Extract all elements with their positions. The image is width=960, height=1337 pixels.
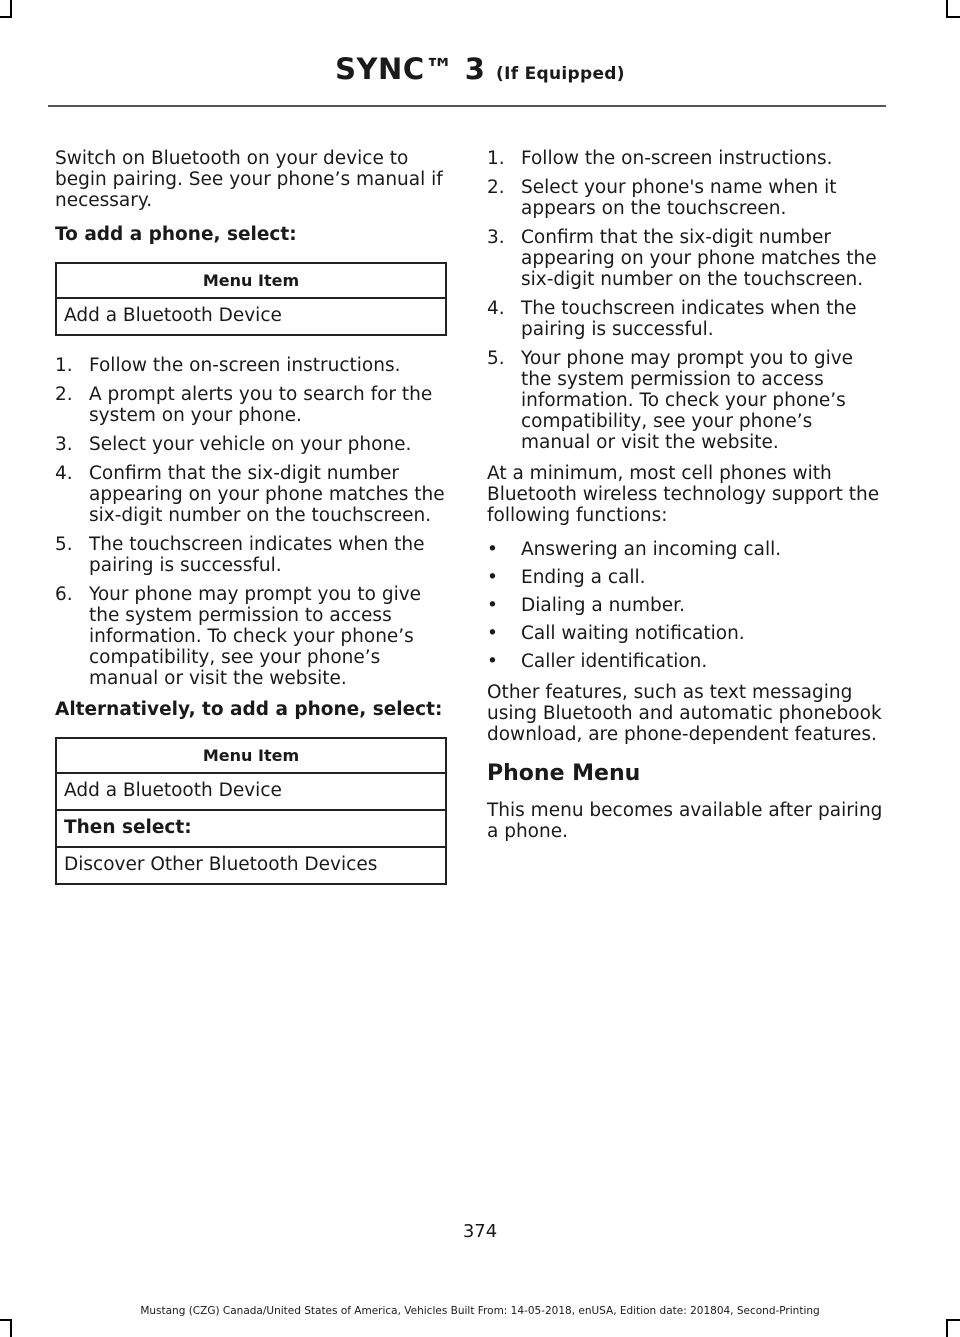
list-number: 6. [55, 584, 73, 605]
table-cell: Then select: [56, 810, 446, 847]
list-text: The touchscreen indicates when the pairing is successful. [89, 534, 425, 576]
list-text: Your phone may prompt you to give the system permission to access information. To check your phone’s compatibility, see your phone’s manual or visit the website. [89, 584, 422, 689]
crop-mark [946, 1319, 948, 1337]
list-item [487, 227, 883, 290]
list-text: Dialing a number. [521, 595, 685, 616]
list-text: Select your phone's name when it appears on the touchscreen. [521, 177, 837, 219]
bullet: • [487, 651, 498, 672]
list-item [487, 567, 883, 588]
list-number: 4. [55, 463, 73, 484]
list-text: The touchscreen indicates when the pairing is successful. [521, 298, 857, 340]
list-item [487, 595, 883, 616]
list-item [487, 298, 883, 340]
header-rule [48, 105, 886, 107]
bullet: • [487, 623, 498, 644]
list-number: 2. [55, 384, 73, 405]
bullet: • [487, 539, 498, 560]
list-item [55, 384, 447, 426]
crop-mark [10, 1319, 12, 1337]
list-number: 5. [487, 348, 505, 369]
bullet: • [487, 595, 498, 616]
menu-table-1 [55, 262, 447, 336]
list-item [487, 348, 883, 453]
menu-table-2 [55, 737, 447, 885]
phone-menu-heading: Phone Menu [487, 761, 641, 786]
list-text: Confirm that the six-digit number appearing on your phone matches the six-digit number on the touchscreen. [521, 227, 877, 290]
right-column [487, 148, 883, 855]
left-column [55, 148, 447, 904]
list-item [55, 584, 447, 689]
other-features-text: Other features, such as text messaging using Bluetooth and automatic phonebook download, are phone-dependent features. [487, 682, 882, 745]
list-item [55, 534, 447, 576]
intro-text: Switch on Bluetooth on your device to begin pairing. See your phone’s manual if necessary. [55, 148, 443, 211]
header-title: SYNC™ 3 [335, 52, 486, 86]
page-number: 374 [462, 1221, 498, 1242]
table-header: Menu Item [56, 738, 446, 773]
list-item [487, 148, 883, 169]
list-text: Select your vehicle on your phone. [89, 434, 412, 455]
table-cell: Add a Bluetooth Device [56, 298, 446, 335]
list-item [487, 539, 883, 560]
bullet: • [487, 567, 498, 588]
list-text: Follow the on-screen instructions. [89, 355, 401, 376]
list-number: 5. [55, 534, 73, 555]
page-header [0, 52, 960, 86]
list-text: Your phone may prompt you to give the system permission to access information. To check your phone’s compatibility, see your phone’s manual or visit the website. [521, 348, 854, 453]
crop-mark [0, 1319, 12, 1321]
right-steps-list [487, 148, 883, 453]
list-text: Answering an incoming call. [521, 539, 782, 560]
list-number: 1. [487, 148, 505, 169]
table-header: Menu Item [56, 263, 446, 298]
list-text: A prompt alerts you to search for the system on your phone. [89, 384, 433, 426]
list-item [487, 623, 883, 644]
functions-list [487, 539, 883, 672]
list-number: 3. [55, 434, 73, 455]
phone-menu-text: This menu becomes available after pairing a phone. [487, 800, 883, 842]
list-item [487, 177, 883, 219]
list-text: Follow the on-screen instructions. [521, 148, 833, 169]
list-number: 2. [487, 177, 505, 198]
list-item [55, 434, 447, 455]
functions-intro: At a minimum, most cell phones with Bluetooth wireless technology support the following functions: [487, 463, 880, 526]
list-text: Ending a call. [521, 567, 646, 588]
list-number: 1. [55, 355, 73, 376]
list-text: Confirm that the six-digit number appearing on your phone matches the six-digit number on the touchscreen. [89, 463, 445, 526]
list-item [487, 651, 883, 672]
crop-mark [946, 1319, 960, 1321]
add-phone-heading: To add a phone, select: [55, 224, 297, 245]
table-cell: Discover Other Bluetooth Devices [56, 847, 446, 884]
header-subtitle: (If Equipped) [496, 64, 625, 84]
page-footer: Mustang (CZG) Canada/United States of America, Vehicles Built From: 14-05-2018, enUSA, Edition date: 201804, Second-Printing [140, 1305, 820, 1317]
crop-mark [0, 16, 12, 18]
list-number: 4. [487, 298, 505, 319]
left-steps-list [55, 355, 447, 689]
table-cell: Add a Bluetooth Device [56, 773, 446, 810]
alt-add-phone-heading: Alternatively, to add a phone, select: [55, 699, 443, 720]
list-text: Call waiting notification. [521, 623, 745, 644]
list-number: 3. [487, 227, 505, 248]
list-item [55, 355, 447, 376]
list-text: Caller identification. [521, 651, 708, 672]
crop-mark [946, 16, 960, 18]
list-item [55, 463, 447, 526]
